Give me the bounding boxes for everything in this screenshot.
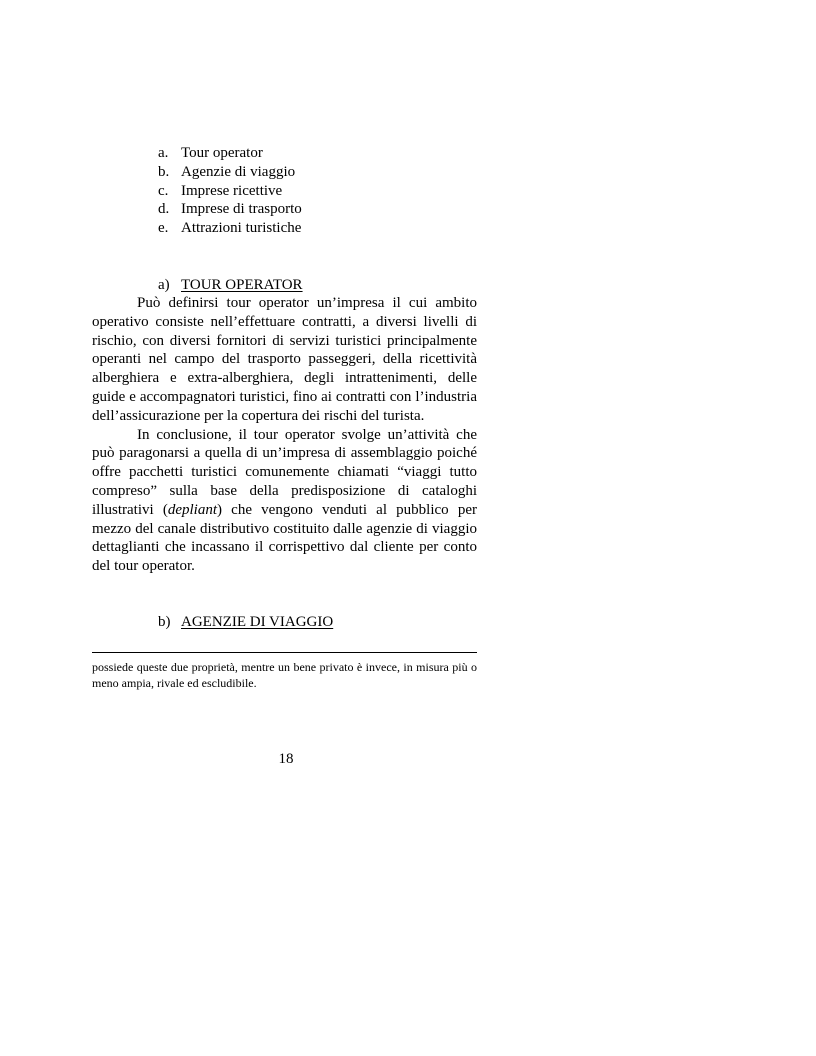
- list-item-label: Imprese di trasporto: [181, 201, 302, 218]
- list-marker: a.: [158, 145, 169, 161]
- list-item: [158, 163, 302, 182]
- section-marker: b): [158, 614, 171, 630]
- footnote-divider: [92, 652, 477, 653]
- page-number: 18: [278, 751, 294, 767]
- paragraph-text: ) che vengono venduti al pubblico per mezzo del canale distributivo costituito dalle agenzie di viaggio dettaglianti che incassano il corrispettivo dal cliente per conto del tour operator.: [92, 501, 477, 575]
- paragraph-conclusion: [92, 426, 477, 576]
- footnote: possiede queste due proprietà, mentre un bene privato è invece, in misura più o meno ampia, rivale ed escludibile.: [92, 660, 477, 690]
- list-item: [158, 219, 302, 238]
- list-item-label: Agenzie di viaggio: [181, 163, 296, 180]
- section-heading-tour-operator: [158, 276, 303, 295]
- paragraph-text: In conclusione, il tour operator svolge un’attività che può paragonarsi a quella di un’impresa di assemblaggio poiché offre pacchetti turistici comunemente chiamati “viaggi tutto compreso” sulla base della predisposizione di cataloghi illustrativi (: [92, 426, 477, 518]
- paragraph-definition: Può definirsi tour operator un’impresa il cui ambito operativo consiste nell’effettuare contratti, a diversi livelli di rischio, con diversi fornitori di servizi turistici principalmente operanti nel campo del trasporto passeggeri, della ricettività alberghiera e extra-alberghiera, degli intrattenimenti, delle guide e accompagnatori turistici, fino ai contratti con l’industria dell’assicurazione per la copertura dei rischi del turista.: [92, 295, 477, 424]
- category-list: [158, 144, 302, 238]
- section-title: TOUR OPERATOR: [181, 277, 303, 293]
- list-marker: c.: [158, 182, 169, 199]
- section-body-tour-operator: [92, 294, 477, 576]
- list-item-label: Imprese ricettive: [181, 182, 283, 199]
- section-heading-agenzie-di-viaggio: [158, 613, 333, 632]
- italic-term: depliant: [167, 501, 218, 518]
- section-title: AGENZIE DI VIAGGIO: [181, 614, 334, 630]
- list-item: [158, 144, 302, 163]
- section-marker: a): [158, 277, 170, 293]
- list-item-label: Attrazioni turistiche: [181, 220, 302, 237]
- list-item: [158, 182, 302, 201]
- list-marker: b.: [158, 163, 170, 180]
- list-marker: e.: [158, 220, 169, 237]
- list-item: [158, 200, 302, 219]
- list-item-label: Tour operator: [181, 145, 263, 161]
- list-marker: d.: [158, 201, 170, 218]
